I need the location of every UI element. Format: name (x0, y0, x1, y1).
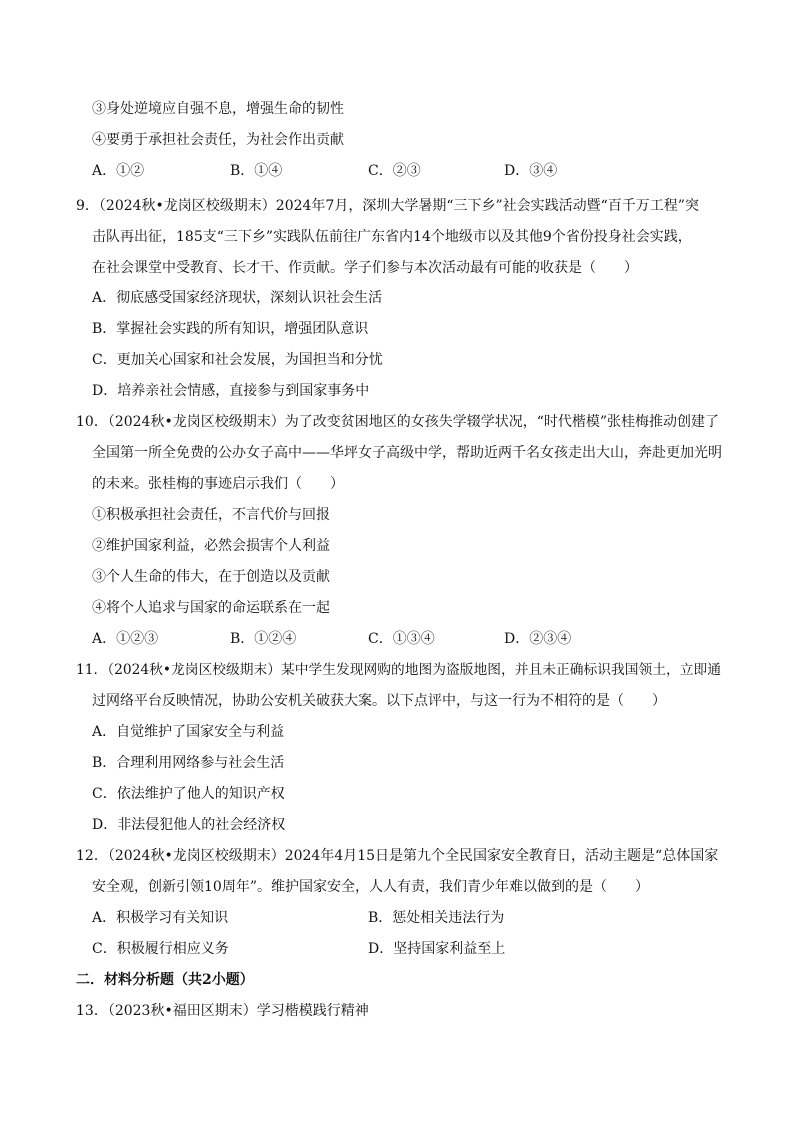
q9-option-a: A．彻底感受国家经济现状，深刻认识社会生活 (92, 290, 383, 306)
q10-item-4: ④将个人追求与国家的命运联系在一起 (92, 600, 330, 616)
q10-option-b: B．①②④ (230, 631, 297, 647)
q11-option-d: D．非法侵犯他人的社会经济权 (92, 817, 286, 833)
q11-stem-line-1: 11．（2024秋•龙岗区校级期末）某中学生发现网购的地图为盗版地图，并且未正确标识我国领土，立即通 (76, 662, 721, 678)
q10-option-a: A．①②③ (92, 631, 159, 647)
q8-item-4: ④要勇于承担社会责任，为社会作出贡献 (92, 132, 344, 148)
q8-item-3: ③身处逆境应自强不息，增强生命的韧性 (92, 101, 344, 117)
q9-stem-line-2: 击队再出征，185支“三下乡”实践队伍前往广东省内14个地级市以及其他9个省份投身社会实践， (92, 229, 692, 245)
q11-option-c: C．依法维护了他人的知识产权 (92, 786, 285, 802)
q12-stem-line-2: 安全观，创新引领10周年”。维护国家安全，人人有责，我们青少年难以做到的是（ ） (92, 879, 649, 895)
q9-stem-line-3: 在社会课堂中受教育、长才干、作贡献。学子们参与本次活动最有可能的收获是（ ） (92, 260, 638, 276)
q12-option-c: C．积极履行相应义务 (92, 941, 229, 957)
q11-option-a: A．自觉维护了国家安全与利益 (92, 724, 285, 740)
q8-option-d: D．③④ (504, 163, 558, 179)
section-2-heading: 二．材料分析题（共2小题） (76, 972, 254, 988)
q9-option-b: B．掌握社会实践的所有知识，增强团队意识 (92, 321, 369, 337)
q12-option-a: A．积极学习有关知识 (92, 910, 229, 926)
q9-option-d: D．培养亲社会情感，直接参与到国家事务中 (92, 383, 370, 399)
q11-stem-line-2: 过网络平台反映情况，协助公安机关破获大案。以下点评中，与这一行为不相符的是（ ） (92, 693, 666, 709)
q10-item-1: ①积极承担社会责任，不言代价与回报 (92, 507, 330, 523)
q13-stem: 13．（2023秋•福田区期末）学习楷模践行精神 (76, 1003, 369, 1019)
q10-option-d: D．②③④ (504, 631, 572, 647)
q11-option-b: B．合理利用网络参与社会生活 (92, 755, 285, 771)
q8-option-c: C．②③ (368, 163, 421, 179)
q10-stem-line-1: 10．（2024秋•龙岗区校级期末）为了改变贫困地区的女孩失学辍学状况，“时代楷模”张桂梅推动创建了 (76, 414, 720, 430)
q10-stem-line-2: 全国第一所全免费的公办女子高中——华坪女子高级中学，帮助近两千名女孩走出大山，奔赴更加光明 (92, 445, 722, 461)
q12-option-d: D．坚持国家利益至上 (368, 941, 506, 957)
q10-option-c: C．①③④ (368, 631, 435, 647)
q12-stem-line-1: 12．（2024秋•龙岗区校级期末）2024年4月15日是第九个全民国家安全教育日，活动主题是“总体国家 (76, 848, 719, 864)
q10-stem-line-3: 的未来。张桂梅的事迹启示我们（ ） (92, 476, 344, 492)
q8-option-a: A．①② (92, 163, 145, 179)
q10-item-2: ②维护国家利益，必然会损害个人利益 (92, 538, 330, 554)
q8-option-b: B．①④ (230, 163, 283, 179)
q9-stem-line-1: 9．（2024秋•龙岗区校级期末）2024年7月，深圳大学暑期“三下乡”社会实践活动暨“百千万工程”突 (76, 198, 699, 214)
q12-option-b: B．惩处相关违法行为 (368, 910, 505, 926)
q9-option-c: C．更加关心国家和社会发展，为国担当和分忧 (92, 352, 383, 368)
q10-item-3: ③个人生命的伟大，在于创造以及贡献 (92, 569, 330, 585)
